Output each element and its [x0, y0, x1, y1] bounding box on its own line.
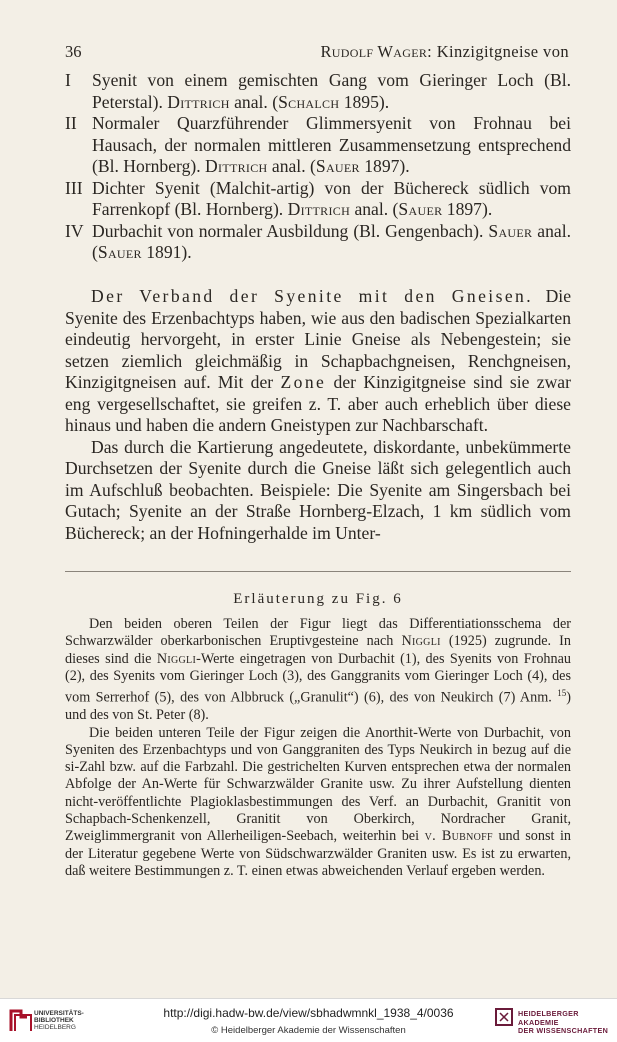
caption-text-part: und sonst in der Literatur gegebene Werte von Südschwarzwälder Graniten usw. Es ist zu erwarten, daß weitere Bestimmungen z. T. einen etwas abweichenden Verlauf ergeben werden. [65, 828, 572, 879]
sample-number: I [65, 70, 71, 90]
sample-item [65, 113, 571, 178]
caption-text-part: Den beiden oberen Teilen der Figur liegt das Differentiationsschema der Schwarzwälder oberkarbonischen Eruptivgesteine nach [65, 616, 571, 650]
sample-item [65, 70, 571, 113]
sample-list [65, 70, 571, 264]
author-niggli: Niggli [156, 650, 197, 667]
viewer-footer [0, 998, 617, 1042]
footnote-ref: 15 [557, 688, 567, 699]
permalink-link[interactable]: http://digi.hadw-bw.de/view/sbhadwmnkl_1938_4/0036 [163, 1006, 454, 1020]
sample-anal: anal. ( [92, 220, 571, 262]
author-niggli: Niggli [401, 633, 441, 650]
caption-paragraph [65, 616, 571, 725]
sample-text: Normaler Quarzführender Glimmersyenit von Frohnau bei Hausach, der normalen mittleren Zusammensetzung entsprechend (Bl. Hornberg). [92, 113, 571, 176]
sample-year: 1897). [446, 199, 493, 219]
sample-number: II [65, 113, 77, 133]
sample-item [65, 221, 571, 264]
copyright: © Heidelberger Akademie der Wissenschaften [211, 1025, 406, 1036]
paragraph-text: der Kinzigitgneise sind sie zwar eng vergesellschaftet, sie greifen z. T. aber auch erheblich über diese hinaus und haben die andern Gneistypen zur Nachbarschaft. [65, 372, 571, 435]
ub-line: HEIDELBERG [34, 1024, 76, 1032]
caption-text-part: Die beiden unteren Teile der Figur zeigen die Anorthit-Werte von Durbachit, von Syeniten des Erzenbachtyps und von Ganggraniten des Typs Neukirch in bezug auf die si-Zahl bzw. auf die Farbzahl. Die gestrichelten Kurven entsprechen etwa der normalen Abfolge der An-Werte für Schwarzwälder Granite usw. Zu ihrer Aufstellung dienten nicht-veröffentlichte Plagioklasbestimmungen des Verf. an Durbachit, Granitit von Schapbach-Schenkenzell, Granitit von Oberkirch, Nordracher Granit, Zweiglimmergranit von Allerheiligen-Seebach, weiterhin bei [65, 724, 571, 845]
sample-text: Durbachit von normaler Ausbildung (Bl. Gengenbach). [92, 220, 484, 241]
paragraph: Das durch die Kartierung angedeutete, diskordante, unbekümmerte Durchsetzen der Syenite durch die Gneise läßt sich gelegentlich auch im Aufschluß beobachten. Beispiele: Die Syenite am Singersbach bei Gutach; Syenite an der Straße Hornberg-Elzach, 1 km südlich vom Büchereck; an der Hofningerhalde im Unter- [65, 436, 571, 543]
sample-ref: Schalch [278, 91, 340, 112]
sample-number: IV [65, 220, 84, 241]
sample-year: 1891). [146, 242, 192, 262]
sample-number: III [65, 177, 83, 198]
ub-line: UNIVERSITÄTS- [34, 1010, 84, 1017]
author-bubnoff: v. Bubnoff [424, 828, 493, 845]
sample-analyst: Sauer [488, 220, 533, 241]
running-header [65, 42, 569, 64]
sample-item [65, 178, 571, 221]
header-title: Kinzigitgneise von [436, 42, 569, 61]
page-number: 36 [65, 42, 82, 61]
sample-ref: Sauer [398, 199, 443, 219]
academy-logo-icon [494, 1007, 514, 1027]
sample-year: 1895). [343, 91, 390, 112]
sample-ref: Sauer [315, 156, 360, 176]
academy-label [518, 1010, 617, 1036]
paragraph-text: Die Syenite des Erzenbachtyps haben, wie aus den badischen Spezialkarten eindeutig hervorgeht, in erster Linie Gneise als Nebengestein; sie setzen ziemlich gleichmäßig in Schapbachgneisen, Renchgneisen, Kinzigitgneisen auf. Mit der [65, 286, 571, 392]
body-text [65, 286, 571, 544]
running-title [320, 42, 569, 62]
sample-text: Dichter Syenit (Malchit-artig) von der Büchereck südlich vom Farrenkopf (Bl. Hornberg). [92, 177, 571, 219]
ub-line: BIBLIOTHEK [34, 1017, 74, 1025]
sample-year: 1897). [364, 156, 410, 176]
caption-paragraph [65, 725, 571, 881]
caption-text-part: -Werte eingetragen von Durbachit (1), des Syenits von Frohnau (2), des Syenits vom Gieringer Loch (3), des Ganggranits vom Gieringer Loch (4), des vom Serrerhof (5), des von Albbruck („Granulit“) (6), des von Neukirch (7) Anm. [65, 650, 571, 706]
sample-analyst: Dittrich [205, 156, 268, 176]
caption-text-part: ) und des von St. Peter (8). [65, 689, 572, 724]
caption-title: Erläuterung zu Fig. 6 [233, 591, 403, 607]
paragraph [65, 286, 571, 437]
emphasis-zone: Zone [280, 372, 327, 392]
sample-analyst: Dittrich [287, 199, 351, 219]
sample-anal: anal. ( [354, 199, 399, 219]
header-separator: : [427, 42, 433, 61]
caption-text [65, 616, 571, 880]
sample-analyst: Dittrich [167, 91, 230, 112]
sample-anal: anal. ( [234, 91, 279, 112]
sample-ref: Sauer [97, 242, 142, 262]
header-author: Rudolf Wager [320, 42, 428, 61]
academy-line: HEIDELBERGER AKADEMIE [518, 1009, 579, 1027]
sample-anal: anal. ( [271, 156, 316, 176]
figure-caption [65, 591, 571, 880]
section-heading: Der Verband der Syenite mit den Gneisen. [91, 286, 534, 306]
footnote-divider [65, 571, 571, 572]
academy-line: DER WISSENSCHAFTEN [518, 1026, 609, 1036]
sample-text: Syenit von einem gemischten Gang vom Gieringer Loch (Bl. Peterstal). [92, 70, 571, 112]
caption-text-part: (1925) zugrunde. In dieses sind die [65, 633, 571, 667]
